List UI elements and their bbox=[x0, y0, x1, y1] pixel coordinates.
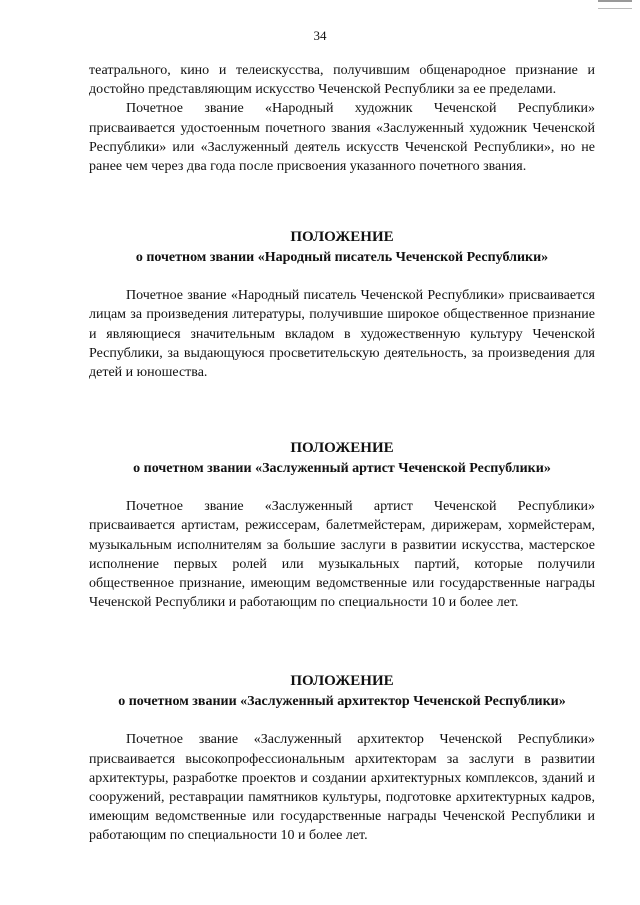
section-writer bbox=[89, 227, 595, 382]
section-paragraph: Почетное звание «Заслуженный артист Чеченской Республики» присваивается артистам, режиссерам, балетмейстерам, дирижерам, хормейстерам, музыкальным исполнителям за большие заслуги в развитии искусства, мастерское исполнение первых ролей или музыкальных партий, которые получили общественное признание, имеющим ведомственные или государственные награды Чеченской Республики и работающим по специальности 10 и более лет. bbox=[89, 499, 595, 611]
intro-paragraph: Почетное звание «Народный художник Чеченской Республики» присваивается удостоенным почетного звания «Заслуженный художник Чеченской Республики» или «Заслуженный деятель искусств Чеченской Республики», но не ранее чем через два года после присвоения указанного почетного звания. bbox=[89, 101, 595, 175]
page-number: 34 bbox=[313, 28, 327, 43]
section-architect bbox=[89, 671, 595, 845]
document-body bbox=[89, 61, 595, 846]
spacer bbox=[89, 382, 595, 438]
section-heading: ПОЛОЖЕНИЕ bbox=[290, 229, 394, 246]
section-heading: ПОЛОЖЕНИЕ bbox=[290, 673, 394, 690]
section-subheading: о почетном звании «Заслуженный артист Чеченской Республики» bbox=[133, 461, 551, 477]
spacer bbox=[89, 612, 595, 671]
section-paragraph: Почетное звание «Заслуженный архитектор Чеченской Республики» присваивается высокопрофессиональным архитекторам за заслуги в развитии архитектуры, разработке проектов и создании архитектурных комплексов, зданий и сооружений, реставрации памятников культуры, подготовке архитектурных кадров, имеющим ведомственные или государственные награды Чеченской Республики и работающим по специальности 10 и более лет. bbox=[89, 732, 595, 844]
scan-corner-mark bbox=[598, 0, 632, 9]
section-heading: ПОЛОЖЕНИЕ bbox=[290, 440, 394, 457]
section-paragraph: Почетное звание «Народный писатель Чеченской Республики» присваивается лицам за произведения литературы, получившие широкое общественное признание и являющиеся значительным вкладом в художественную культуру Чеченской Республики, за выдающуюся просветительскую деятельность, за произведения для детей и юношества. bbox=[89, 288, 595, 381]
spacer bbox=[89, 176, 595, 227]
intro-continuation-paragraph: театрального, кино и телеискусства, получившим общенародное признание и достойно представляющим искусство Чеченской Республики за ее пределами. bbox=[89, 63, 595, 98]
section-subheading: о почетном звании «Заслуженный архитектор Чеченской Республики» bbox=[118, 694, 566, 710]
section-subheading: о почетном звании «Народный писатель Чеченской Республики» bbox=[135, 250, 549, 266]
section-artist bbox=[89, 438, 595, 612]
